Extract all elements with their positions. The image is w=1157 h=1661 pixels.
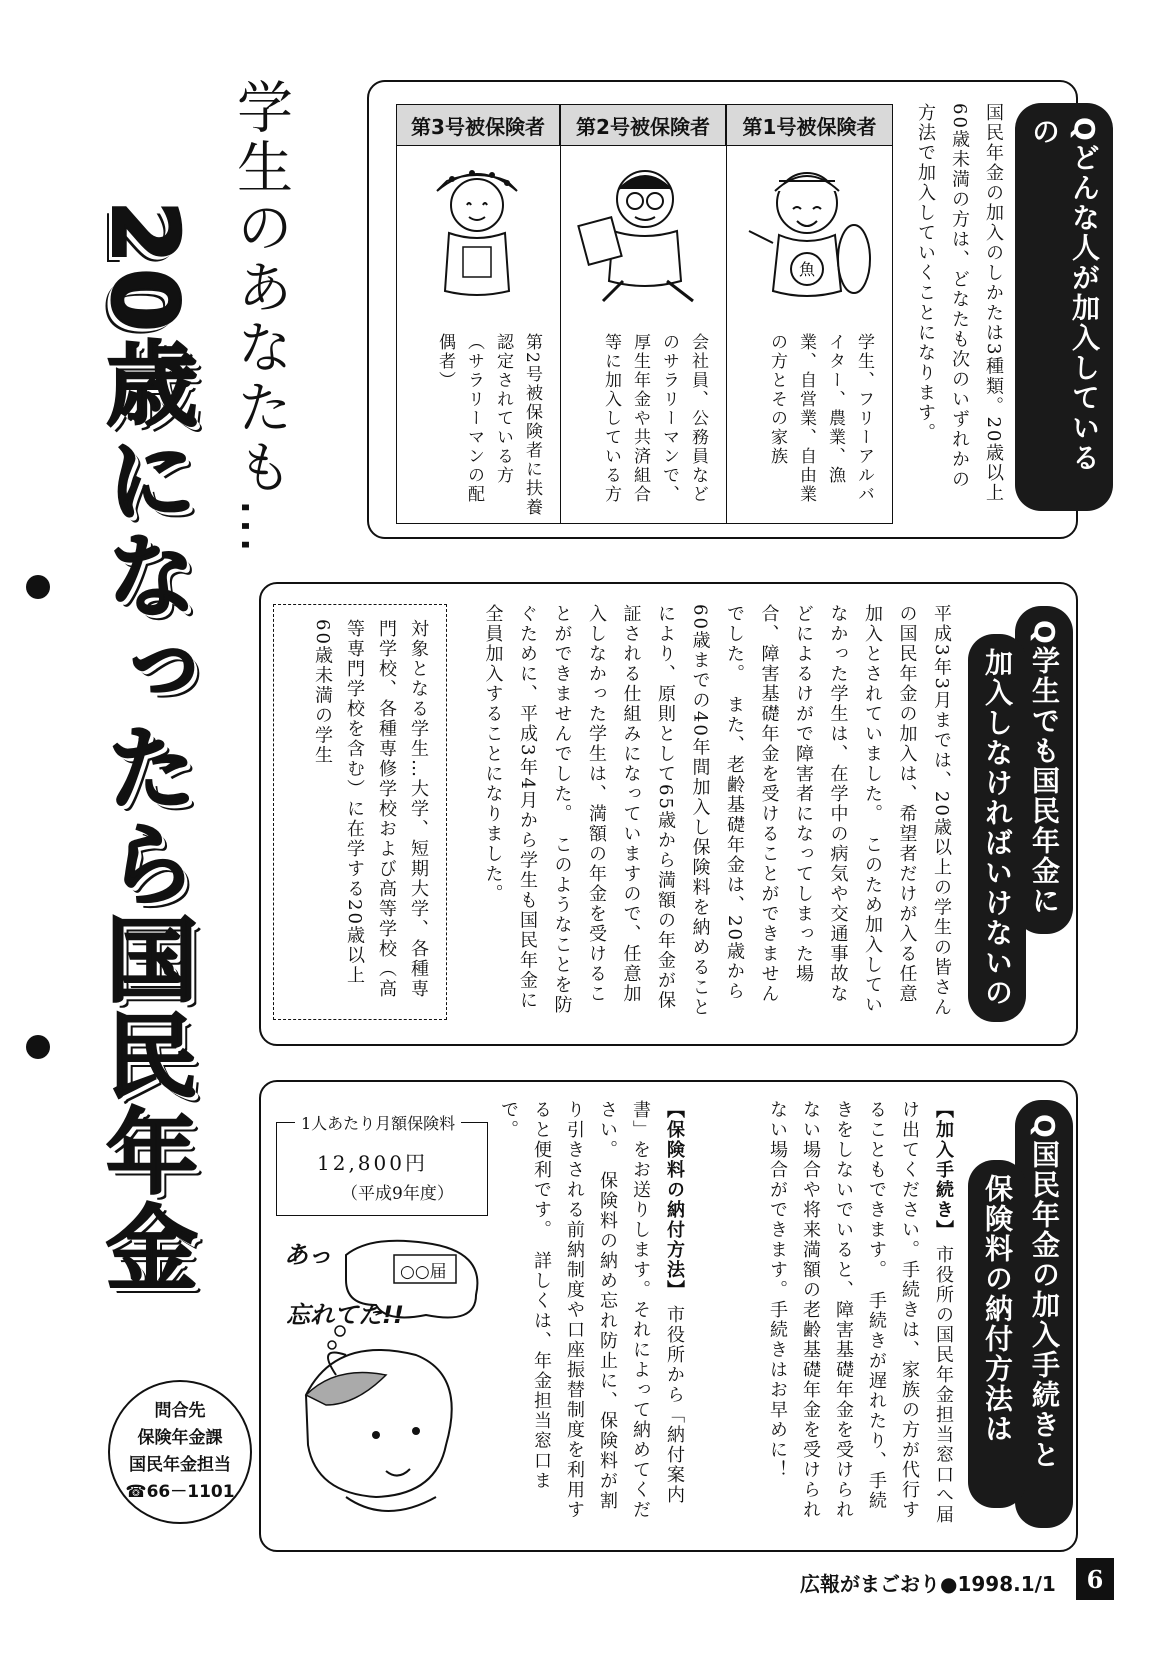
section1-intro: 国民年金の加入のしかたは3種類。20歳以上60歳未満の方は、どなたも次のいずれかの方法で加入していくことになります。 bbox=[915, 103, 1004, 504]
contact-section: 国民年金担当 bbox=[129, 1455, 231, 1475]
svg-text:魚: 魚 bbox=[799, 260, 816, 279]
section2-note: 対象となる学生…大学、短期大学、各種専門学校、各種専修学校および高等学校（高等専門学校を含む）に在学する20歳以上60歳未満の学生 bbox=[312, 619, 429, 999]
section1-heading: Qどんな人が加入しているの bbox=[1015, 103, 1113, 511]
section3-subheading-procedure: 【加入手続き】 bbox=[933, 1100, 954, 1240]
section2-note-box bbox=[273, 604, 447, 1020]
salaryman-illustration bbox=[563, 151, 723, 311]
cartoon-exclaim: あっ bbox=[284, 1241, 332, 1269]
table-header: 第3号被保険者 bbox=[397, 105, 560, 146]
table-column bbox=[397, 105, 561, 523]
section3-subheading-payment: 【保険料の納付方法】 bbox=[664, 1100, 685, 1300]
table-column bbox=[561, 105, 727, 523]
section3-payment bbox=[498, 1100, 691, 1530]
forgot-woman-illustration bbox=[276, 1235, 496, 1535]
fee-amount: 12,800円 bbox=[317, 1151, 428, 1175]
section2-heading-line1: Q学生でも国民年金に bbox=[1015, 606, 1073, 934]
table-column bbox=[727, 105, 892, 523]
fee-label: 1人あたり月額保険料 bbox=[295, 1111, 461, 1134]
section2-body: 平成3年3月までは、20歳以上の学生の皆さんの国民年金の加入は、希望者だけが入る任意加入とされていました。 このため加入していなかった学生は、在学中の病気や交通事故などによるけがで障害者になってしまった場合、障害基礎年金を受けることができませんでした。 また、老齢基礎年金は、20歳から60歳までの40年間加入し保険料を納めることにより、原則として65歳から満額の年金が保証される仕組みになっていますので、任意加入しなかった学生は、満額の年金を受けることができませんでした。 このようなことを防ぐために、平成3年4月から学生も国民年金に全員加入することになりました。 bbox=[482, 604, 952, 1018]
fee-year: （平成9年度） bbox=[341, 1184, 454, 1204]
table-cell-text: 会社員、公務員などのサラリーマンで、厚生年金や共済組合等に加入している方 bbox=[601, 333, 708, 504]
contact-department: 保険年金課 bbox=[137, 1428, 223, 1448]
main-title: 20歳になったら国民年金 bbox=[91, 200, 198, 1297]
section3-body-payment: 市役所から「納付案内書」をお送りします。それによって納めてください。 保険料の納め忘れ防止に、保険料が割り引きされる前納制度や口座振替制度を利用すると便利です。 詳しくは、年金担当窓口まで。 bbox=[498, 1100, 685, 1520]
section2-heading-line2: 加入しなければいけないの bbox=[968, 634, 1026, 1022]
table-header: 第2号被保険者 bbox=[561, 105, 726, 146]
section3-procedure bbox=[692, 1100, 960, 1530]
table-header: 第1号被保険者 bbox=[727, 105, 892, 146]
forgot-cartoon bbox=[276, 1235, 496, 1535]
bullet-dot bbox=[26, 1035, 50, 1059]
fee-box bbox=[276, 1114, 488, 1216]
section3-heading-line1: Q国民年金の加入手続きと bbox=[1015, 1100, 1073, 1528]
section3-heading-line2: 保険料の納付方法は bbox=[968, 1160, 1026, 1508]
contact-phone: ☎66－1101 bbox=[125, 1482, 235, 1502]
contact-circle bbox=[108, 1380, 252, 1524]
page-number: 6 bbox=[1076, 1558, 1114, 1600]
section1-table bbox=[396, 104, 893, 524]
bullet-dot bbox=[26, 575, 50, 599]
housewife-illustration bbox=[397, 151, 557, 311]
section3-body-procedure: 市役所の国民年金担当窓口へ届け出てください。手続きは、家族の方が代行することもできます。 手続きが遅れたり、手続きをしないでいると、障害基礎年金を受けられない場合や将来満額の老齢基礎年金を受けられない場合ができます。手続きはお早めに！ bbox=[767, 1100, 954, 1526]
contact-label: 問合先 bbox=[154, 1401, 206, 1421]
farmer-fisher-illustration bbox=[729, 151, 889, 311]
table-cell-text: 第2号被保険者に扶養認定されている方（サラリーマンの配偶者） bbox=[435, 333, 542, 517]
cartoon-paper-text: ○○届 bbox=[400, 1262, 447, 1282]
footer-publication: 広報がまごおり●1998.1/1 bbox=[800, 1572, 1056, 1596]
cartoon-forgot-text: 忘れてた!! bbox=[286, 1301, 404, 1329]
subtitle: 学生のあなたも… bbox=[228, 78, 293, 558]
table-cell-text: 学生、フリーアルバイター、農業、漁業、自営業、自由業の方とその家族 bbox=[767, 333, 874, 504]
